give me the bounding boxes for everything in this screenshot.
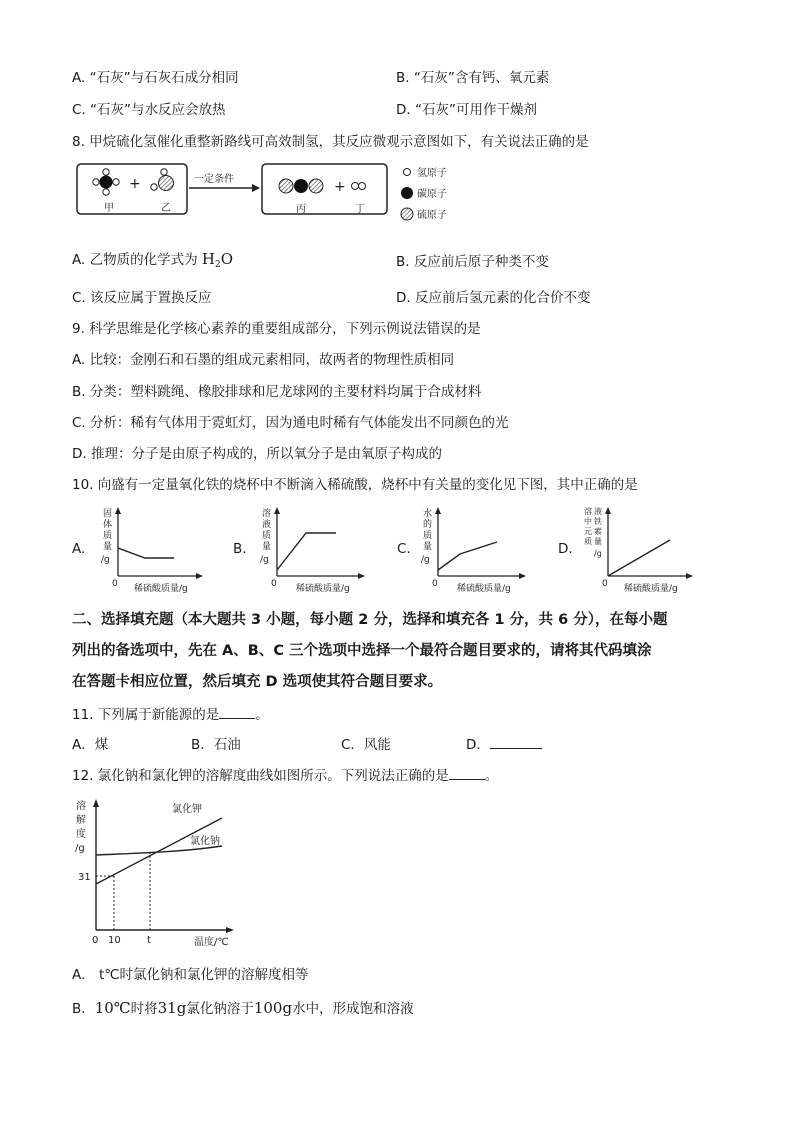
q8-option-c: C. 该反应属于置换反应 [72,290,212,306]
section2-line3: 在答题卡相应位置，然后填充 D 选项使其符合题目要求。 [72,674,443,690]
svg-text:稀硫酸质量/g: 稀硫酸质量/g [624,584,678,594]
q9-stem: 9. 科学思维是化学核心素养的重要组成部分，下列示例说法错误的是 [72,321,481,337]
svg-text:体: 体 [103,520,113,530]
svg-text:质: 质 [423,531,433,541]
svg-text:质: 质 [584,537,592,546]
q10-graph-c-letter: C. [397,541,411,557]
section2-line1: 二、选择填充题（本大题共 3 小题，每小题 2 分，选择和填充各 1 分，共 6 分），在每小题 [72,612,668,628]
q11-answer-blank [219,706,255,719]
q11-option-a: A．煤 [72,737,109,753]
q10-stem: 10. 向盛有一定量氧化铁的烧杯中不断滴入稀硫酸，烧杯中有关量的变化见下图，其中正确的是 [72,477,638,493]
kcl-curve [96,818,222,884]
q10-graph-d [578,504,700,596]
q10-graph-a-letter: A. [72,541,86,557]
reaction-condition: 一定条件 [194,174,234,185]
svg-text:稀硫酸质量/g: 稀硫酸质量/g [457,584,511,594]
q11-option-c: C．风能 [341,737,391,753]
q10-graph-a [90,504,210,596]
svg-text:量: 量 [423,542,433,552]
q12-option-b: B．10℃时将31g氯化钠溶于100g水中，形成饱和溶液 [72,999,414,1017]
legend-hydrogen-icon [404,169,411,176]
svg-text:解: 解 [76,815,86,826]
q9-option-b: B. 分类：塑料跳绳、橡胶排球和尼龙球网的主要材料均属于合成材料 [72,384,482,400]
x-axis-label: 温度/℃ [194,937,229,948]
kcl-label: 氯化钾 [172,804,202,815]
svg-text:素: 素 [594,527,602,536]
svg-text:溶: 溶 [262,509,272,519]
q11-option-b: B．石油 [191,737,241,753]
svg-text:0: 0 [92,935,99,946]
section2-line2: 列出的备选项中，先在 A、B、C 三个选项中选择一个最符合题目要求的，请将其代码填涂 [72,643,652,659]
svg-text:0: 0 [432,579,438,589]
svg-text:度: 度 [76,829,86,840]
q9-option-c: C. 分析：稀有气体用于霓虹灯，因为通电时稀有气体能发出不同颜色的光 [72,415,509,431]
svg-text:氢原子: 氢原子 [417,168,447,179]
svg-text:硫原子: 硫原子 [417,210,447,221]
svg-text:/g: /g [260,555,269,565]
svg-text:稀硫酸质量/g: 稀硫酸质量/g [134,584,188,594]
label-bing: 丙 [296,204,306,215]
svg-text:量: 量 [262,542,272,552]
svg-text:元: 元 [584,527,592,536]
q10-graph-c [413,504,533,596]
q9-option-d: D. 推理：分子是由原子构成的，所以氧分子是由氧原子构成的 [72,446,442,462]
svg-text:/g: /g [421,555,430,565]
svg-text:0: 0 [602,579,608,589]
q8-option-b: B. 反应前后原子种类不变 [396,254,549,270]
svg-text:碳原子: 碳原子 [417,189,447,200]
svg-text:0: 0 [112,579,118,589]
svg-text:液: 液 [594,507,602,516]
q11-stem: 11. 下列属于新能源的是 。 [72,707,269,723]
graph-b-curve [277,533,336,570]
svg-text:+: + [129,176,141,192]
q7-option-b: B. “石灰”含有钙、氧元素 [396,70,550,86]
svg-text:水: 水 [423,509,433,519]
legend-sulfur-icon [401,208,413,220]
q11-d-blank [490,736,542,749]
svg-text:铁: 铁 [594,517,602,526]
q12-option-a: A． t℃时氯化钠和氯化钾的溶解度相等 [72,967,309,983]
label-ding: 丁 [355,204,365,215]
q10-graph-d-letter: D. [558,541,573,557]
svg-text:质: 质 [262,531,272,541]
svg-text:+: + [334,179,346,195]
q8-reaction-diagram [72,158,492,228]
label-yi: 乙 [161,203,171,214]
svg-text:量: 量 [103,542,113,552]
q8-option-d: D. 反应前后氢元素的化合价不变 [396,290,591,306]
svg-text:10: 10 [108,935,121,946]
svg-text:稀硫酸质量/g: 稀硫酸质量/g [296,584,350,594]
q7-option-d: D. “石灰”可用作干燥剂 [396,102,537,118]
q11-option-d: D． [466,733,542,753]
svg-text:液: 液 [262,520,272,530]
graph-d-curve [608,540,670,576]
label-jia: 甲 [104,203,114,214]
q7-option-a: A. “石灰”与石灰石成分相同 [72,70,239,86]
q12-answer-blank [449,767,485,780]
formula-h2o: $H_2O$ [201,250,234,270]
q10-graph-b-letter: B. [233,541,247,557]
graph-c-curve [438,542,497,570]
legend-carbon-icon [401,187,413,199]
carbon-atom [100,176,113,189]
q7-option-c: C. “石灰”与水反应会放热 [72,102,226,118]
graph-a-curve [118,548,174,558]
svg-text:量: 量 [594,537,602,546]
svg-text:固: 固 [103,509,113,519]
sulfur-atom [159,176,174,191]
svg-text:的: 的 [423,520,433,530]
nacl-label: 氯化钠 [190,836,220,847]
q12-stem: 12. 氯化钠和氯化钾的溶解度曲线如图所示。下列说法正确的是 。 [72,768,499,784]
q12-solubility-chart [72,795,242,950]
svg-text:/g: /g [75,843,85,854]
svg-text:/g: /g [101,555,110,565]
svg-text:溶: 溶 [76,801,86,812]
q8-option-a: A. 乙物质的化学式为 $H_2O$ [72,250,234,270]
svg-text:31: 31 [78,872,91,883]
q10-graph-b [252,504,372,596]
svg-text:0: 0 [271,579,277,589]
svg-text:质: 质 [103,531,113,541]
svg-text:中: 中 [584,517,592,526]
svg-text:溶: 溶 [584,507,592,516]
q8-stem: 8. 甲烷硫化氢催化重整新路线可高效制氢，其反应微观示意图如下，有关说法正确的是 [72,134,589,150]
svg-text:t: t [147,935,151,946]
svg-text:/g: /g [594,549,602,558]
q9-option-a: A. 比较：金刚石和石墨的组成元素相同，故两者的物理性质相同 [72,352,455,368]
